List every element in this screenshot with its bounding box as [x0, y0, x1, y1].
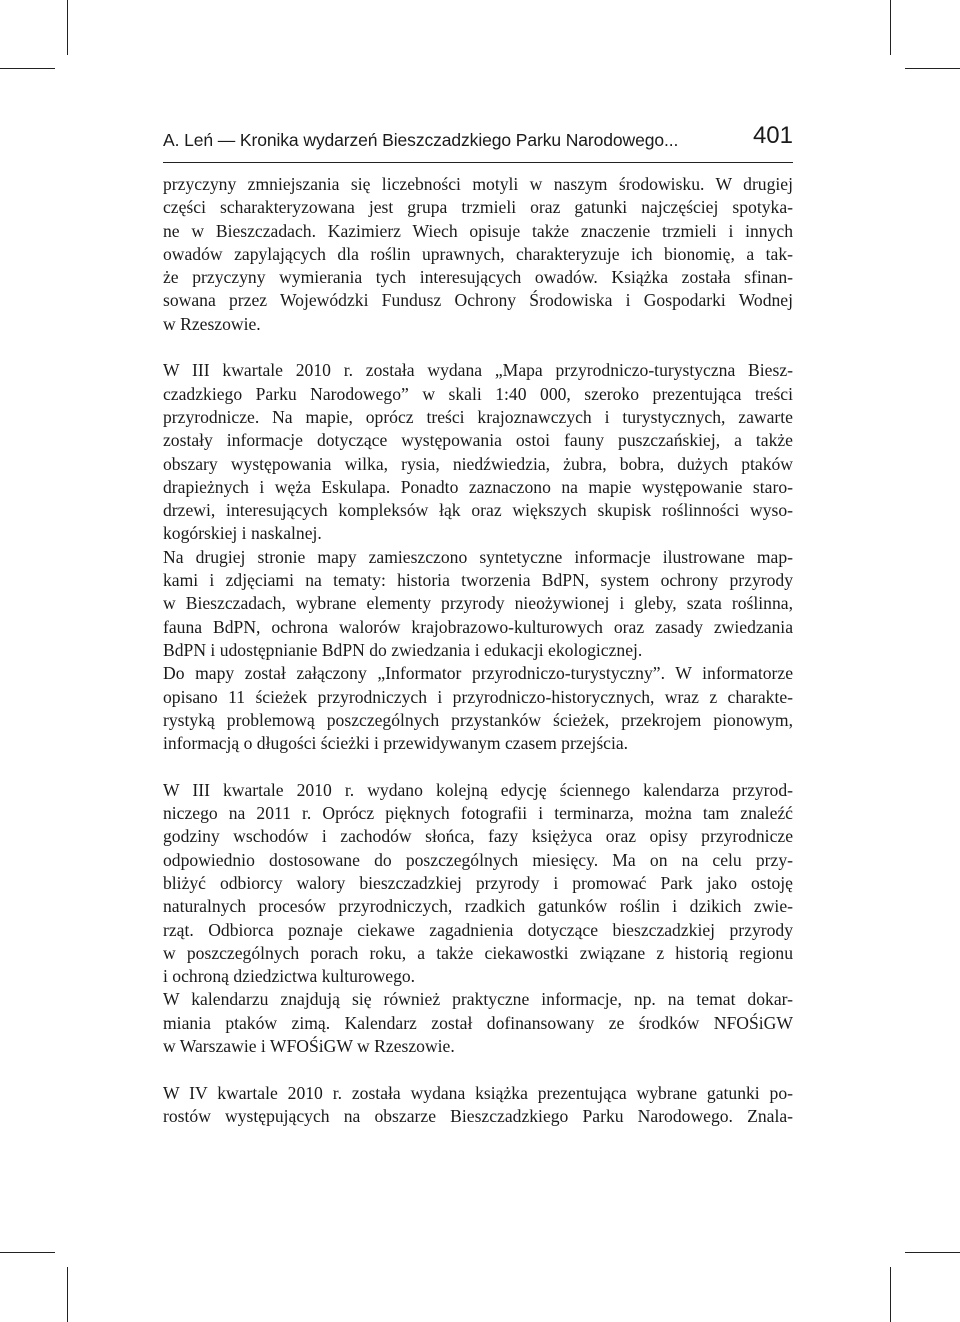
text-line: odpowiednio dostosowane do poszczególnych miesięcy. Ma on na celu przy-: [163, 849, 793, 870]
text-line: Do mapy został załączony „Informator przyrodniczo-turystyczny”. W informatorze: [163, 663, 793, 684]
text-line: bliżyć odbiorcy walory bieszczadzkiej przyrody i promować Park jako ostoję: [163, 872, 793, 893]
text-line: rystyką problemową poszczególnych przystanków ścieżek, przekrojem pionowym,: [163, 709, 793, 730]
text-line: W kalendarzu znajdują się również praktyczne informacje, np. na temat dokar-: [163, 989, 793, 1010]
text-line: W III kwartale 2010 r. wydano kolejną edycję ściennego kalendarza przyrod-: [163, 779, 793, 800]
text-line: opisano 11 ścieżek przyrodniczych i przyrodniczo-historycznych, wraz z charakte-: [163, 686, 793, 707]
crop-mark: [905, 68, 960, 69]
text-line: rząt. Odbiorca poznaje ciekawe zagadnienia dotyczące bieszczadzkiej przyrody: [163, 919, 793, 940]
text-line: w Bieszczadach, wybrane elementy przyrody nieożywionej i gleby, szata roślinna,: [163, 593, 793, 614]
text-line: informacją o długości ścieżki i przewidywanym czasem przejścia.: [163, 733, 629, 754]
crop-mark: [890, 0, 891, 55]
crop-mark: [0, 1252, 55, 1253]
paragraph-3: [163, 546, 793, 662]
text-line: w poszczególnych porach roku, a także ciekawostki związane z historią regionu: [163, 942, 793, 963]
text-line: BdPN i udostępnianie BdPN do zwiedzania i edukacji ekologicznej.: [163, 639, 643, 660]
text-line: w Warszawie i WFOŚiGW w Rzeszowie.: [163, 1035, 455, 1056]
text-line: drapieżnych i węża Eskulapa. Ponadto zaznaczono na mapie występowanie staro-: [163, 476, 793, 497]
body-text: [163, 173, 793, 1128]
text-line: przyczyny zmniejszania się liczebności motyli w naszym środowisku. W drugiej: [163, 174, 793, 194]
running-head: A. Leń — Kronika wydarzeń Bieszczadzkiego Parku Narodowego...: [163, 130, 679, 150]
crop-mark: [67, 1267, 68, 1322]
text-line: owadów zapylających dla roślin uprawnych, charakteryzuje ich bionomię, a tak-: [163, 243, 793, 264]
text-line: ne w Bieszczadach. Kazimierz Wiech opisuje także znaczenie trzmieli i innych: [163, 220, 793, 241]
text-line: czadzkiego Parku Narodowego” w skali 1:40 000, szeroko prezentująca treści: [163, 383, 793, 404]
text-line: fauna BdPN, ochrona walorów krajobrazowo-kulturowych oraz zasady zwiedzania: [163, 616, 793, 637]
text-line: W IV kwartale 2010 r. została wydana książka prezentująca wybrane gatunki po-: [163, 1082, 793, 1103]
text-line: godziny wschodów i zachodów słońca, fazy księżyca oraz opisy przyrodnicze: [163, 826, 793, 847]
crop-mark: [0, 68, 55, 69]
text-line: zostały informacje dotyczące występowania ostoi fauny puszczańskiej, a także: [163, 430, 793, 451]
text-line: w Rzeszowie.: [163, 313, 261, 334]
crop-mark: [67, 0, 68, 55]
text-line: W III kwartale 2010 r. została wydana „Mapa przyrodniczo-turystyczna Biesz-: [163, 360, 793, 381]
paragraph-2: [163, 359, 793, 545]
text-line: sowana przez Wojewódzki Fundusz Ochrony Środowiska i Gospodarki Wodnej: [163, 290, 793, 311]
page-header: [163, 118, 793, 163]
text-line: kami i zdjęciami na tematy: historia tworzenia BdPN, system ochrony przyrody: [163, 570, 793, 591]
text-line: kogórskiej i naskalnej.: [163, 523, 322, 544]
text-line: części scharakteryzowana jest grupa trzmieli oraz gatunki najczęściej spotyka-: [163, 197, 793, 218]
text-line: rostów występujących na obszarze Bieszczadzkiego Parku Narodowego. Znala-: [163, 1105, 793, 1126]
paragraph-7: [163, 1082, 793, 1129]
text-line: że przyczyny wymierania tych interesujących owadów. Książka została sfinan-: [163, 267, 793, 288]
text-line: miania ptaków zimą. Kalendarz został dofinansowany ze środków NFOŚiGW: [163, 1012, 793, 1033]
text-line: przyrodnicze. Na mapie, oprócz treści krajoznawczych i turystycznych, zawarte: [163, 406, 793, 427]
text-line: i ochroną dziedzictwa kulturowego.: [163, 966, 416, 987]
text-line: Na drugiej stronie mapy zamieszczono syntetyczne informacje ilustrowane map-: [163, 546, 793, 567]
text-line: obszary występowania wilka, rysia, niedźwiedzia, żubra, bobra, dużych ptaków: [163, 453, 793, 474]
crop-mark: [905, 1252, 960, 1253]
crop-mark: [890, 1267, 891, 1322]
text-line: drzewi, interesujących kompleksów łąk oraz większych skupisk roślinności wyso-: [163, 500, 793, 521]
text-line: niczego na 2011 r. Oprócz pięknych fotografii i terminarza, można tam znaleźć: [163, 803, 793, 824]
text-line: naturalnych procesów przyrodniczych, rzadkich gatunków roślin i dzikich zwie-: [163, 896, 793, 917]
page-number: 401: [752, 122, 793, 149]
paragraph-6: [163, 988, 793, 1058]
paragraph-5: [163, 779, 793, 989]
paragraph-1: [163, 173, 793, 336]
paragraph-4: [163, 662, 793, 755]
